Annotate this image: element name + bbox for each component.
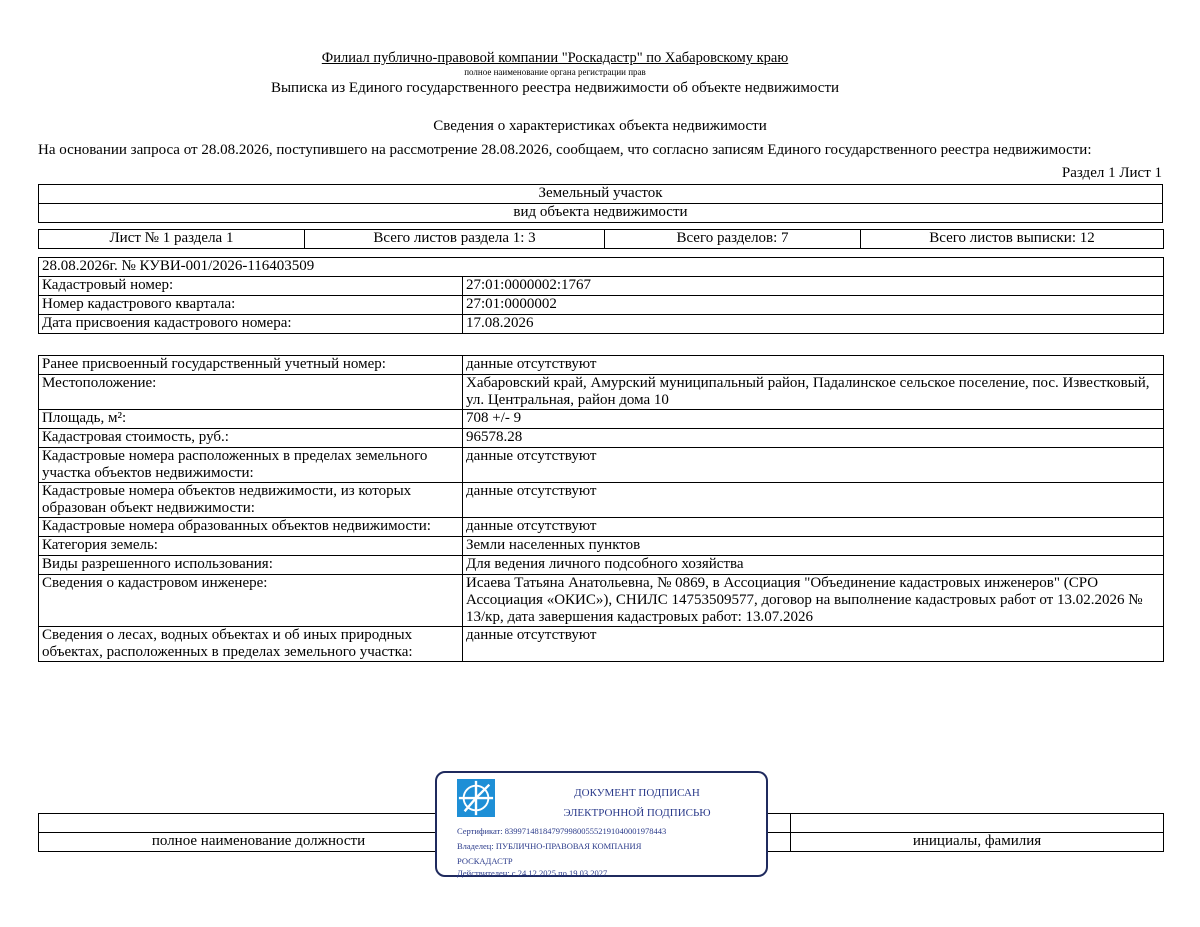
ids-table (38, 257, 1164, 334)
row-label: Кадастровый номер: (39, 277, 463, 296)
name-field (791, 814, 1164, 833)
row-label: Ранее присвоенный государственный учетный номер: (39, 356, 463, 375)
row-label: Площадь, м²: (39, 410, 463, 429)
stamp-owner-org: РОСКАДАСТР (457, 856, 513, 866)
object-type-table (38, 184, 1163, 223)
table-row (39, 277, 1164, 296)
row-value: данные отсутствуют (463, 448, 1164, 483)
row-label: Дата присвоения кадастрового номера: (39, 315, 463, 334)
row-label: Кадастровые номера образованных объектов недвижимости: (39, 518, 463, 537)
table-row (39, 375, 1164, 410)
row-label: Сведения о лесах, водных объектах и об иных природных объектах, расположенных в пределах земельного участка: (39, 627, 463, 662)
row-label: Виды разрешенного использования: (39, 556, 463, 575)
org-name: Филиал публично-правовой компании "Роскадастр" по Хабаровскому краю (321, 50, 789, 66)
position-field (39, 814, 479, 833)
row-value: 27:01:0000002 (463, 296, 1164, 315)
row-label: Кадастровые номера объектов недвижимости, из которых образован объект недвижимости: (39, 483, 463, 518)
row-label: Кадастровая стоимость, руб.: (39, 429, 463, 448)
table-row (39, 518, 1164, 537)
total-sections: Всего разделов: 7 (605, 230, 861, 249)
table-row (39, 356, 1164, 375)
table-row (39, 627, 1164, 662)
document-subtitle: Сведения о характеристиках объекта недвижимости (433, 118, 767, 134)
table-row (39, 315, 1164, 334)
details-table (38, 355, 1164, 662)
row-value: данные отсутствуют (463, 518, 1164, 537)
object-type-caption: вид объекта недвижимости (39, 204, 1163, 223)
section-label: Раздел 1 Лист 1 (1061, 165, 1162, 181)
roskadastr-logo-icon (457, 779, 495, 817)
row-label: Номер кадастрового квартала: (39, 296, 463, 315)
row-label: Местоположение: (39, 375, 463, 410)
row-value: Для ведения личного подсобного хозяйства (463, 556, 1164, 575)
sheets-table (38, 229, 1164, 249)
row-value: данные отсутствуют (463, 483, 1164, 518)
stamp-certificate: Сертификат: 839971481847979980055521910400019784​43 (457, 826, 667, 836)
row-value: данные отсутствуют (463, 356, 1164, 375)
basis-text: На основании запроса от 28.08.2026, поступившего на рассмотрение 28.08.2026, сообщаем, что согласно записям Единого государственного реестра недвижимости: (38, 142, 1092, 158)
row-value: 27:01:0000002:1767 (463, 277, 1164, 296)
document-title: Выписка из Единого государственного реестра недвижимости об объекте недвижимости (270, 80, 840, 96)
row-value: Исаева Татьяна Анатольевна, № 0869, в Ассоциация "Объединение кадастровых инженеров" (СРО Ассоциация «ОКИС»), СНИЛС 14753509577, договор на выполнение кадастровых работ от 13.02.2026 № 13/кр, дата завершения кадастровых работ: 13.07.2026 (463, 575, 1164, 627)
table-row (39, 556, 1164, 575)
row-value: 96578.28 (463, 429, 1164, 448)
row-value: 17.08.2026 (463, 315, 1164, 334)
stamp-validity: Действителен: с 24.12.2025 по 19.03.2027 (457, 868, 608, 878)
row-value: Хабаровский край, Амурский муниципальный район, Падалинское сельское поселение, пос. Известковый, ул. Центральная, район дома 10 (463, 375, 1164, 410)
table-row (39, 429, 1164, 448)
table-row (39, 296, 1164, 315)
sheet-number: Лист № 1 раздела 1 (39, 230, 305, 249)
table-row (39, 575, 1164, 627)
row-value: данные отсутствуют (463, 627, 1164, 662)
stamp-line-2: ЭЛЕКТРОННОЙ ПОДПИСЬЮ (563, 807, 711, 819)
org-caption: полное наименование органа регистрации прав (464, 67, 646, 77)
object-type: Земельный участок (39, 185, 1163, 204)
total-extract-sheets: Всего листов выписки: 12 (861, 230, 1164, 249)
row-label: Категория земель: (39, 537, 463, 556)
row-value: Земли населенных пунктов (463, 537, 1164, 556)
electronic-signature-stamp (435, 771, 768, 877)
stamp-line-1: ДОКУМЕНТ ПОДПИСАН (574, 787, 700, 799)
row-label: Кадастровые номера расположенных в пределах земельного участка объектов недвижимости: (39, 448, 463, 483)
row-value: 708 +/- 9 (463, 410, 1164, 429)
position-caption: полное наименование должности (39, 833, 479, 852)
row-label: Сведения о кадастровом инженере: (39, 575, 463, 627)
stamp-owner: Владелец: ПУБЛИЧНО-ПРАВОВАЯ КОМПАНИЯ (457, 841, 642, 851)
table-row (39, 448, 1164, 483)
table-row (39, 410, 1164, 429)
table-row (39, 483, 1164, 518)
request-ref: 28.08.2026г. № КУВИ-001/2026-116403509 (39, 258, 1164, 277)
total-section-sheets: Всего листов раздела 1: 3 (305, 230, 605, 249)
name-caption: инициалы, фамилия (791, 833, 1164, 852)
table-row (39, 537, 1164, 556)
